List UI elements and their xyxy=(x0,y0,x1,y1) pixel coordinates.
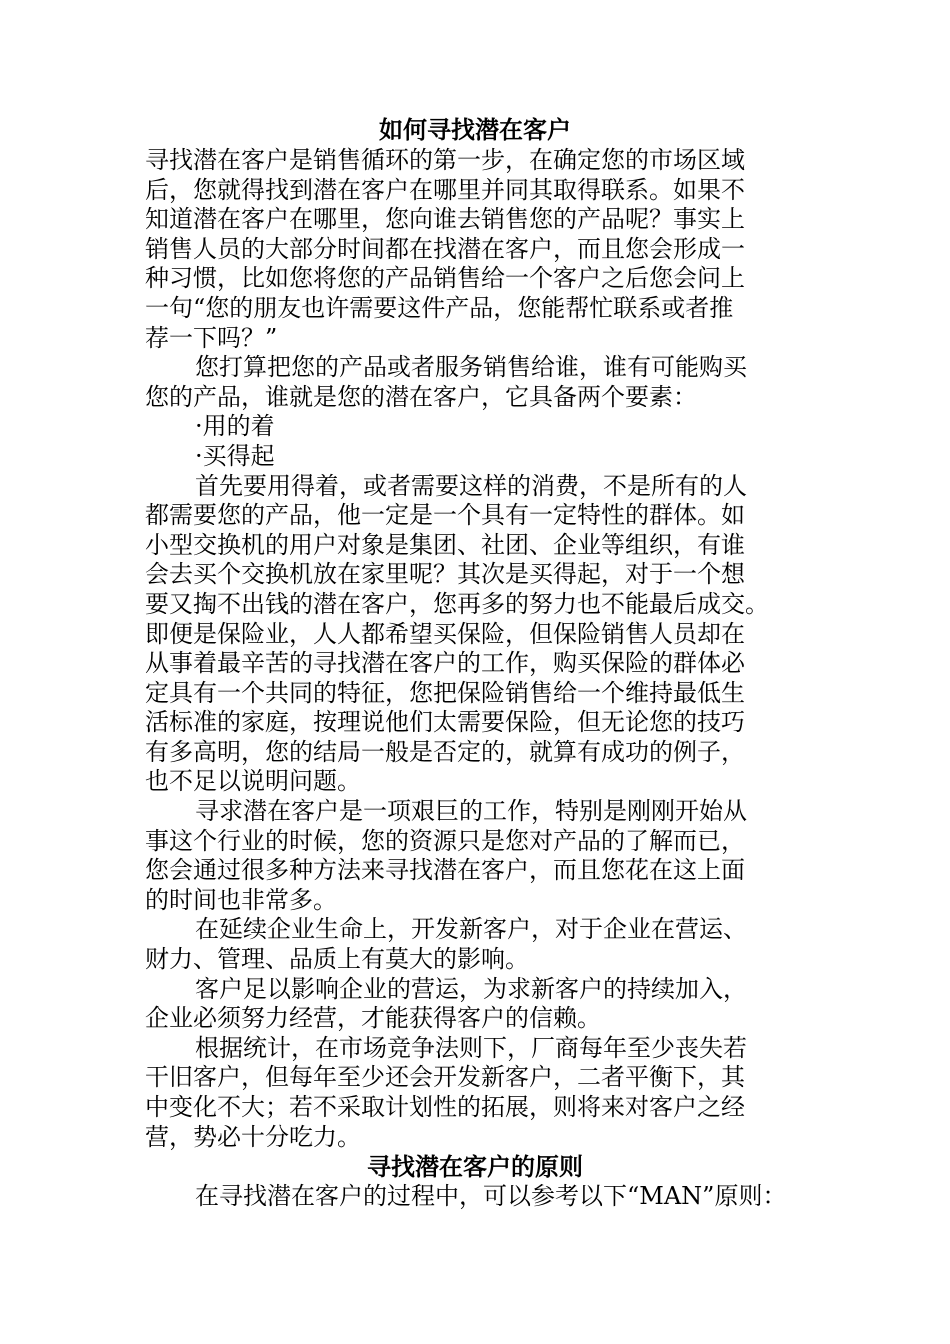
paragraph-line: 活标准的家庭，按理说他们太需要保险，但无论您的技巧 xyxy=(145,708,745,737)
body-paragraph xyxy=(145,975,805,1034)
paragraph-line: 财力、管理、品质上有莫大的影响。 xyxy=(145,945,529,974)
body-paragraph xyxy=(145,442,805,472)
paragraph-line: 也不足以说明问题。 xyxy=(145,767,361,796)
paragraph-line: 销售人员的大部分时间都在找潜在客户，而且您会形成一 xyxy=(145,234,745,263)
paragraph-line: 从事着最辛苦的寻找潜在客户的工作，购买保险的群体必 xyxy=(145,649,745,678)
paragraph-line: 首先要用得着，或者需要这样的消费，不是所有的人 xyxy=(195,471,747,500)
paragraph-line: 营，势必十分吃力。 xyxy=(145,1122,361,1151)
paragraph-line: 根据统计，在市场竞争法则下，厂商每年至少丧失若 xyxy=(195,1033,747,1062)
paragraph-line: 客户足以影响企业的营运，为求新客户的持续加入， xyxy=(195,974,747,1003)
paragraph-line: 的时间也非常多。 xyxy=(145,885,337,914)
paragraph-line: 知道潜在客户在哪里，您向谁去销售您的产品呢？事实上 xyxy=(145,205,745,234)
paragraph-line: 种习惯，比如您将您的产品销售给一个客户之后您会问上 xyxy=(145,264,745,293)
body-paragraph xyxy=(145,797,805,915)
paragraph-line: 定具有一个共同的特征，您把保险销售给一个维持最低生 xyxy=(145,678,745,707)
paragraph-line: 小型交换机的用户对象是集团、社团、企业等组织，有谁 xyxy=(145,530,745,559)
paragraph-line: 您会通过很多种方法来寻找潜在客户，而且您花在这上面 xyxy=(145,856,745,885)
paragraph-line: 寻求潜在客户是一项艰巨的工作，特别是刚刚开始从 xyxy=(195,797,747,826)
paragraph-line: 后，您就得找到潜在客户在哪里并同其取得联系。如果不 xyxy=(145,175,745,204)
section-paragraph xyxy=(145,1182,805,1212)
document-title: 如何寻找潜在客户 xyxy=(379,115,571,144)
paragraph-line: 有多高明，您的结局一般是否定的，就算有成功的例子， xyxy=(145,737,745,766)
body-paragraph xyxy=(145,353,805,412)
body-paragraph xyxy=(145,472,805,798)
paragraph-line: ·买得起 xyxy=(195,441,275,470)
paragraph-line: 在寻找潜在客户的过程中，可以参考以下“MAN”原则： xyxy=(195,1182,787,1211)
paragraph-line: 都需要您的产品，他一定是一个具有一定特性的群体。如 xyxy=(145,501,745,530)
paragraph-line: 寻找潜在客户是销售循环的第一步，在确定您的市场区域 xyxy=(145,146,745,174)
body-paragraphs xyxy=(145,146,805,1152)
section-heading: 寻找潜在客户的原则 xyxy=(367,1152,583,1182)
paragraph-line: 企业必须努力经营，才能获得客户的信赖。 xyxy=(145,1004,601,1033)
paragraph-line: 要又掏不出钱的潜在客户，您再多的努力也不能最后成交。 xyxy=(145,589,769,618)
paragraph-line: 荐一下吗？” xyxy=(145,323,278,352)
paragraph-line: 您的产品，谁就是您的潜在客户，它具备两个要素： xyxy=(145,382,697,411)
body-paragraph xyxy=(145,1034,805,1152)
paragraph-line: 即便是保险业，人人都希望买保险，但保险销售人员却在 xyxy=(145,619,745,648)
paragraph-line: 干旧客户，但每年至少还会开发新客户，二者平衡下，其 xyxy=(145,1063,745,1092)
paragraph-line: 事这个行业的时候，您的资源只是您对产品的了解而已， xyxy=(145,826,745,855)
paragraph-line: 您打算把您的产品或者服务销售给谁，谁有可能购买 xyxy=(195,353,747,382)
body-paragraph xyxy=(145,412,805,442)
paragraph-line: 会去买个交换机放在家里呢？其次是买得起，对于一个想 xyxy=(145,560,745,589)
paragraph-line: ·用的着 xyxy=(195,412,275,441)
paragraph-line: 一句“您的朋友也许需要这件产品，您能帮忙联系或者推 xyxy=(145,293,734,322)
paragraph-line: 在延续企业生命上，开发新客户，对于企业在营运、 xyxy=(195,915,747,944)
paragraph-line: 中变化不大；若不采取计划性的拓展，则将来对客户之经 xyxy=(145,1093,745,1121)
body-paragraph xyxy=(145,146,805,353)
body-paragraph xyxy=(145,915,805,974)
document-content xyxy=(145,114,805,1212)
